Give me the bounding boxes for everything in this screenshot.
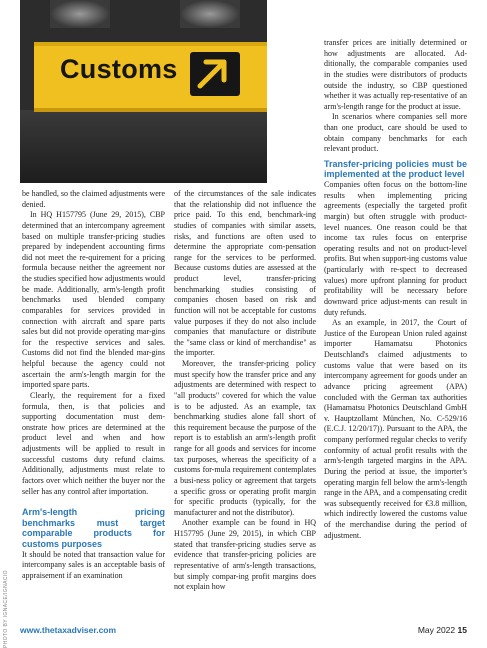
customs-sign-photo <box>20 0 267 183</box>
issue-date: May 2022 <box>417 625 456 635</box>
website-link[interactable]: www.thetaxadviser.com <box>20 625 117 635</box>
body-paragraph: Companies often focus on the bottom-line results when implementing pricing agreements (especially the targeted profit margin) but often struggle with product-level nuances. One reason could be that income tax rules focus on enterprise operating results and not on product-level profits. But when support-ing customs value (particularly with re-spect to decreased values) more upfront planning for product profitability will be necessary before downward price adjust-ments can result in duty refunds. <box>324 180 467 317</box>
body-paragraph: As an example, in 2017, the Court of Justice of the European Union ruled against importer Hamamatsu Photonics Deutschland's claimed adjustments to customs value that were based on its intercompany agreement for goods under an advance pricing agreement (APA) concluded with the German tax authorities (Hamamatsu Photonics Deutschland GmbH v. Hauptzollamt München, No. C-529/16 (E.C.J. 12/20/17)). Pursuant to the APA, the company performed regular checks to verify conformity of actual profit results with the arm's-length targeted margins in the APA. During the period at issue, the importer's operating margin fell below the arm's-length range in the APA, and a compensating credit was subsequently received for €3.8 million, which indirectly lowered the customs value of the merchandise during the period of adjustment. <box>324 318 467 540</box>
column-3 <box>324 38 467 541</box>
arrow-right-icon <box>190 52 240 96</box>
sign-text: Customs <box>60 54 178 84</box>
body-paragraph: Moreover, the transfer-pricing policy must specify how the transfer price and any adjustments are determined with respect to "all products" covered for which the value is to be adjusted. As an example, tax benchmarking studies alone fall short of this requirement because the purpose of the report is to establish an arm's-length profit range for all goods and services for income tax purposes, whereas the specificity of a customs for-mula requirement contemplates a busi-ness policy or agreement that targets a specific gross or operating profit margin for specific products (typically, for the manufacturer and not the distributor). <box>174 359 316 517</box>
page-info <box>418 625 467 635</box>
body-paragraph: Another example can be found in HQ H157795 (June 29, 2015), in which CBP stated that transfer-pricing studies serve as evidence that transfer-pricing policies are representative of arm's-length transactions, but simply compar-ing profit margins does not explain how <box>174 518 316 592</box>
section-subheading: Arm's-length pricing benchmarks must target comparable products for customs purposes <box>22 507 165 549</box>
page-number: 15 <box>457 625 467 635</box>
photo-background <box>20 110 267 183</box>
section-subheading: Transfer-pricing policies must be implemented at the product level <box>324 158 467 180</box>
column-2 <box>174 189 316 593</box>
body-paragraph: It should be noted that transaction value for intercompany sales is an acceptable basis of appraisement if an examination <box>22 549 165 580</box>
photo-credit: PHOTO BY IGNACE/IGNACIO <box>3 570 9 648</box>
column-1 <box>22 189 165 581</box>
body-paragraph: In scenarios where companies sell more than one product, care should be used to obtain company benchmarks for each relevant product. <box>324 112 467 154</box>
body-paragraph: of the circumstances of the sale indicates that the relationship did not influence the price paid. To this end, benchmark-ing studies of companies with similar assets, risks, and functions are often used to determine the appropriate com-pensation range for the services to be performed. Because customs duties are assessed at the product level, transfer-pricing benchmarking studies consisting of companies chosen based on risk and function will not be acceptable for customs value purposes if they do not also include companies that manufacture or distribute the "same class or kind of merchandise" as the importer. <box>174 189 316 358</box>
body-paragraph: In HQ H157795 (June 29, 2015), CBP determined that an intercompany agreement based on multiple transfer-pricing studies prepared by independent accounting firms did not meet the re-quirement for a pricing formula because neither the agreement nor the studies specified how adjustments would be made. Additionally, arm's-length profit benchmarks used blended company comparables for services provided in connection with aircraft and spare parts sales but did not provide operating mar-gins for the respective services and sales. Customs did not find the blended mar-gins helpful because the agency could not ascertain the arm's-length margin for the imported spare parts. <box>22 210 165 390</box>
body-paragraph: transfer prices are initially determined or how adjustments are allocated. Ad-ditionally, the comparable companies used in the studies were distributors of products outside the industry, so CBP questioned whether it was actually rep-resentative of an arm's-length range for the product at issue. <box>324 38 467 111</box>
ceiling-light <box>180 0 240 28</box>
ceiling-light <box>50 0 110 28</box>
body-paragraph: Clearly, the requirement for a fixed formula, then, is that policies and supporting documentation must dem-onstrate how prices are determined at the product level and when and how adjustments will be applied to result in successful customs duty refund claims. Additionally, adjustments must relate to factors over which neither the buyer nor the seller has any control after importation. <box>22 390 165 496</box>
body-paragraph: be handled, so the claimed adjustments were denied. <box>22 189 165 209</box>
customs-sign <box>34 42 267 112</box>
